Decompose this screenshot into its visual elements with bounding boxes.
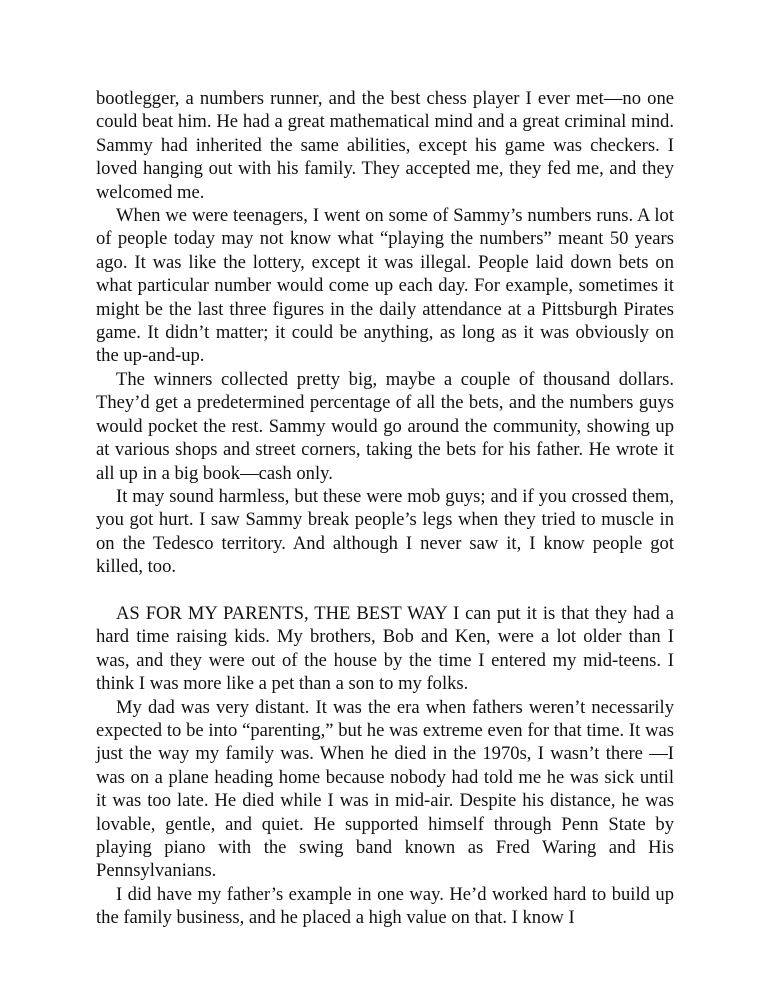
paragraph-2: When we were teenagers, I went on some of Sammy’s numbers runs. A lot of people today may not know what “playing the numbers” meant 50 years ago. It was like the lottery, except it was illegal. People laid down bets on what particular number would come up each day. For example, sometimes it might be the last three figures in the daily attendance at a Pittsburgh Pirates game. It didn’t matter; it could be anything, as long as it was obviously on the up-and-up. (96, 205, 674, 367)
paragraph-3: The winners collected pretty big, maybe a couple of thousand dollars. They’d get a predetermined percentage of all the bets, and the numbers guys would pocket the rest. Sammy would go around the community, showing up at various shops and street corners, taking the bets for his father. He wrote it all up in a big book—cash only. (96, 368, 674, 484)
paragraph-4: It may sound harmless, but these were mob guys; and if you crossed them, you got hurt. I saw Sammy break people’s legs when they tried to muscle in on the Tedesco territory. And although I never saw it, I know people got killed, too. (96, 485, 674, 578)
paragraph-1: bootlegger, a numbers runner, and the best chess player I ever met—no one could beat him. He had a great mathematical mind and a great criminal mind. Sammy had inherited the same abilities, except his game was checkers. I loved hanging out with his family. They accepted me, they fed me, and they welcomed me. (96, 88, 674, 203)
paragraph-6: My dad was very distant. It was the era when fathers weren’t necessarily expected to be into “parenting,” but he was extreme even for that time. It was just the way my family was. When he died in the 1970s, I wasn’t there —I was on a plane heading home because nobody had told me he was sick until it was too late. He died while I was in mid-air. Despite his distance, he was lovable, gentle, and quiet. He supported himself through Penn State by playing piano with the swing band known as Fred Waring and His Pennsylvanians. (96, 696, 674, 882)
page-body (96, 87, 674, 930)
paragraph-7: I did have my father’s example in one way. He’d worked hard to build up the family business, and he placed a high value on that. I know I (96, 883, 674, 929)
section-opening-paragraph: AS FOR MY PARENTS, THE BEST WAY I can put it is that they had a hard time raising kids. My brothers, Bob and Ken, were a lot older than I was, and they were out of the house by the time I entered my mid-teens. I think I was more like a pet than a son to my folks. (96, 602, 674, 695)
